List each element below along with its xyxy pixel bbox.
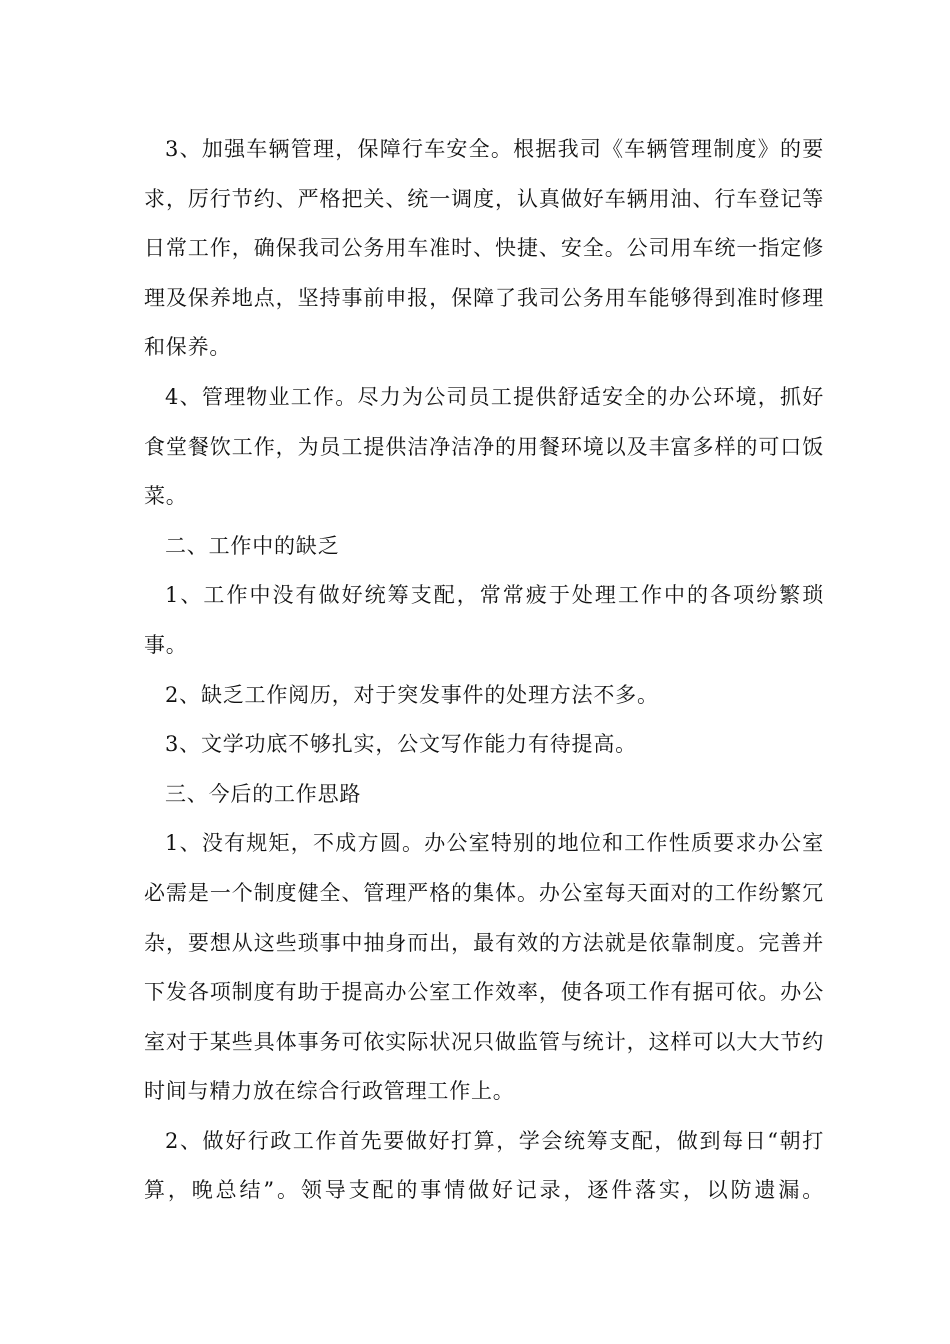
paragraph-property-management: 4、管理物业工作。尽力为公司员工提供舒适安全的办公环境，抓好食堂餐饮工作，为员工提供洁净洁净的用餐环境以及丰富多样的可口饭菜。 <box>144 384 824 509</box>
paragraph-shortcoming-1: 1、工作中没有做好统筹支配，常常疲于处理工作中的各项纷繁琐事。 <box>144 583 824 657</box>
paragraph-shortcoming-2: 2、缺乏工作阅历，对于突发事件的处理方法不多。 <box>165 682 659 707</box>
section-heading-shortcomings: 二、工作中的缺乏 <box>165 533 340 558</box>
paragraph-shortcoming-3: 3、文学功底不够扎实，公文写作能力有待提高。 <box>165 732 637 757</box>
document-body <box>144 125 824 1216</box>
paragraph-vehicle-management: 3、加强车辆管理，保障行车安全。根据我司《车辆管理制度》的要求，厉行节约、严格把关、统一调度，认真做好车辆用油、行车登记等日常工作，确保我司公务用车准时、快捷、安全。公司用车统一指定修理及保养地点，坚持事前申报，保障了我司公务用车能够得到准时修理和保养。 <box>144 137 824 360</box>
paragraph-future-plan-1: 1、没有规矩，不成方圆。办公室特别的地位和工作性质要求办公室必需是一个制度健全、管理严格的集体。办公室每天面对的工作纷繁冗杂，要想从这些琐事中抽身而出，最有效的方法就是依靠制度。完善并下发各项制度有助于提高办公室工作效率，使各项工作有据可依。办公室对于某些具体事务可依实际状况只做监管与统计，这样可以大大节约时间与精力放在综合行政管理工作上。 <box>144 831 824 1104</box>
section-heading-future-plans: 三、今后的工作思路 <box>165 781 362 806</box>
paragraph-future-plan-2: 2、做好行政工作首先要做好打算，学会统筹支配，做到每日“朝打算，晚总结”。领导支配的事情做好记录，逐件落实，以防遗漏。 <box>144 1128 824 1203</box>
